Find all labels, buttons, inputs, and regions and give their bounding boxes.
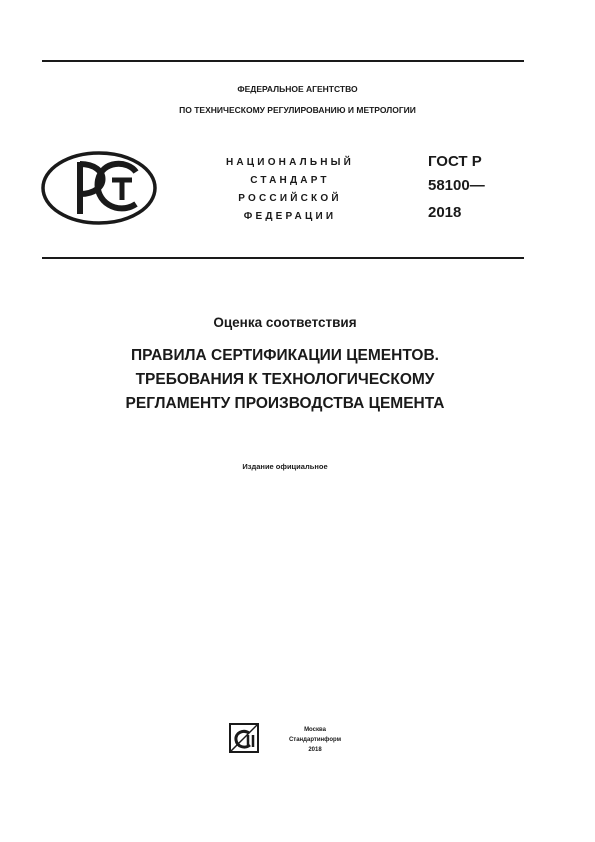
designation-line-2: 58100— — [428, 177, 485, 194]
middle-rule — [42, 257, 524, 259]
standard-line-3: РОССИЙСКОЙ — [238, 193, 342, 204]
publisher-city: Москва — [304, 727, 326, 733]
agency-line-2: ПО ТЕХНИЧЕСКОМУ РЕГУЛИРОВАНИЮ И МЕТРОЛОГИИ — [179, 105, 416, 115]
document-subtitle: Оценка соответствия — [213, 315, 357, 330]
document-title-line-2: ТРЕБОВАНИЯ К ТЕХНОЛОГИЧЕСКОМУ — [135, 371, 435, 388]
designation-line-3: 2018 — [428, 204, 462, 221]
document-title-line-3: РЕГЛАМЕНТУ ПРОИЗВОДСТВА ЦЕМЕНТА — [125, 395, 445, 412]
standard-line-4: ФЕДЕРАЦИИ — [243, 211, 337, 222]
designation-line-1: ГОСТ Р — [428, 153, 482, 170]
rst-certification-mark-icon — [40, 150, 158, 226]
standard-line-2: СТАНДАРТ — [250, 175, 330, 186]
top-rule — [42, 60, 524, 62]
edition-note: Издание официальное — [242, 462, 328, 471]
publisher-year: 2018 — [308, 747, 322, 753]
publisher-name: Стандартинформ — [288, 737, 342, 743]
standard-line-1: НАЦИОНАЛЬНЫЙ — [225, 157, 355, 168]
document-title-line-1: ПРАВИЛА СЕРТИФИКАЦИИ ЦЕМЕНТОВ. — [131, 347, 439, 364]
agency-line-1: ФЕДЕРАЛЬНОЕ АГЕНТСТВО — [237, 84, 358, 94]
standartinform-logo-icon — [229, 723, 259, 753]
